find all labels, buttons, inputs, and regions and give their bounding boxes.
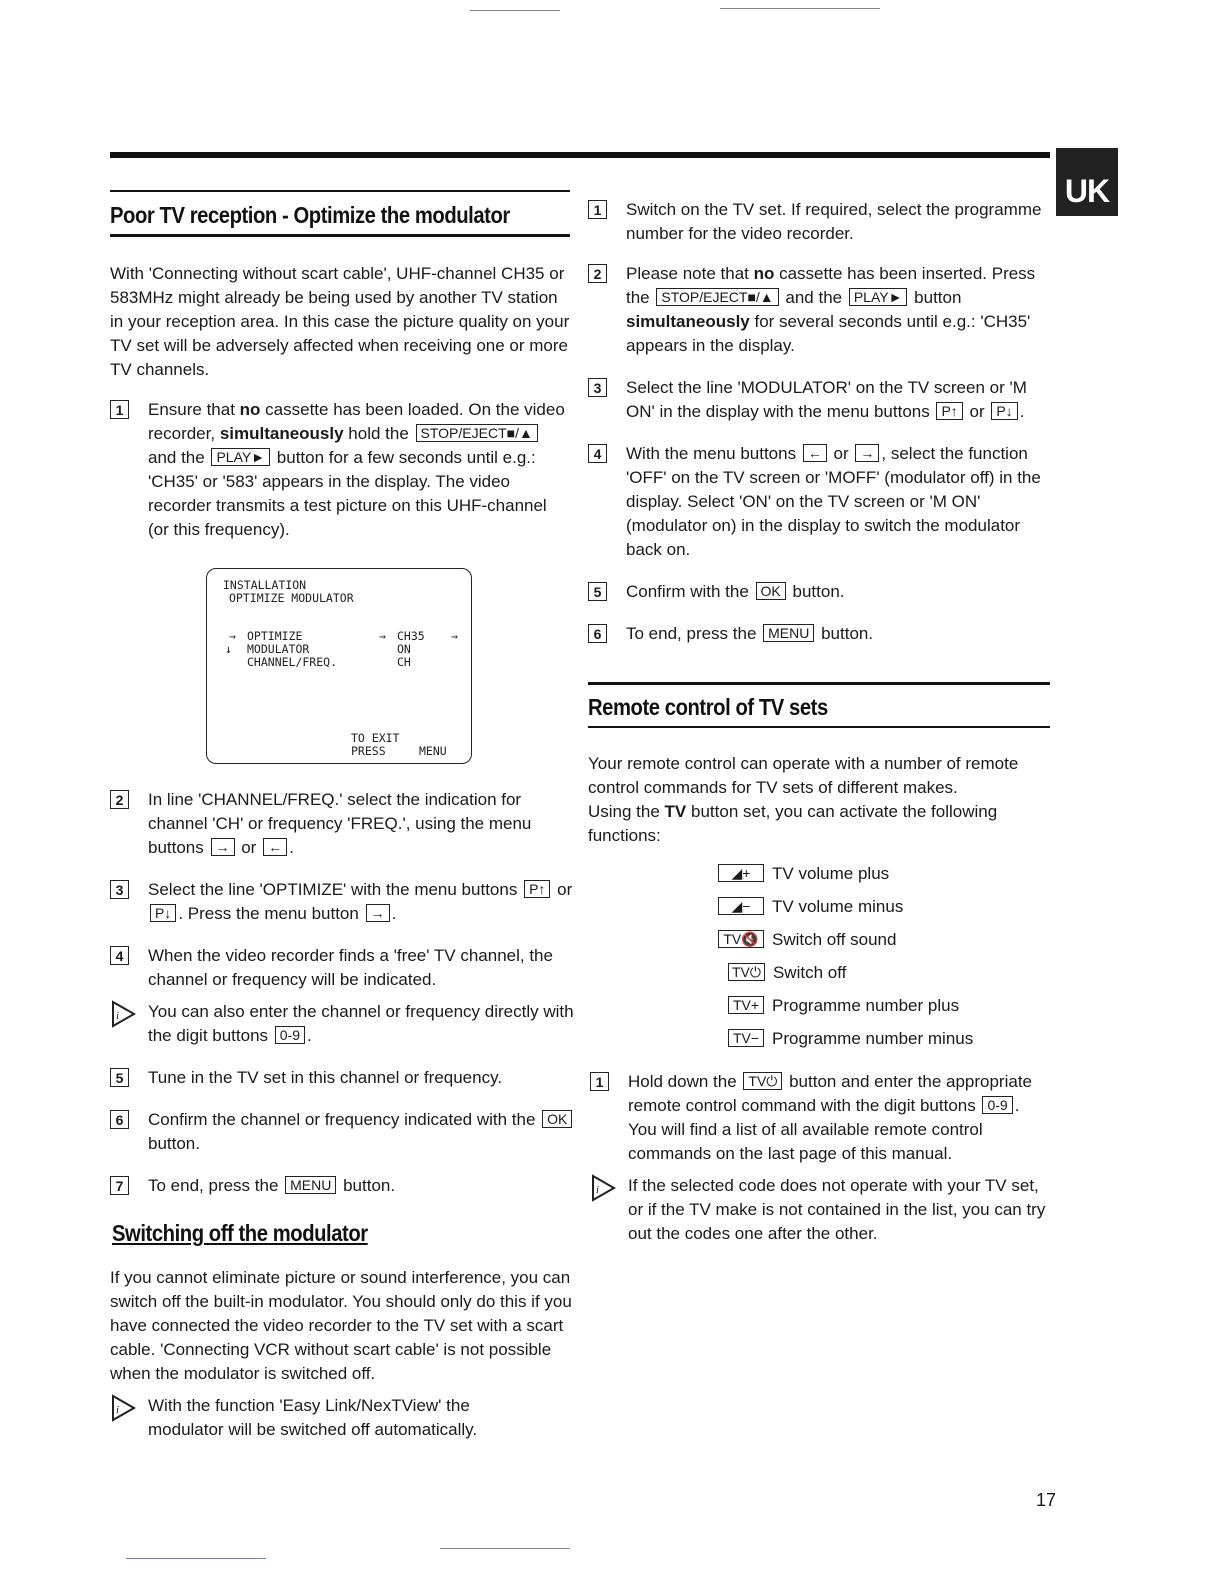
play-key: PLAY►	[849, 288, 908, 306]
function-row: TV🔇 Switch off sound	[718, 928, 896, 952]
left-step-4: 4 When the video recorder finds a 'free' TV channel, the channel or frequency will be indicated.	[110, 944, 576, 992]
title-rule-top	[110, 190, 570, 192]
step-number: 5	[110, 1068, 129, 1087]
arrow-down-icon: ↓	[225, 642, 232, 656]
stop-eject-key: STOP/EJECT■/▲	[656, 288, 778, 306]
scan-mark	[720, 8, 880, 9]
page-number: 17	[1036, 1490, 1057, 1510]
menu-left-key: ←	[803, 444, 827, 462]
switch-off-paragraph: If you cannot eliminate picture or sound interference, you can switch off the built-in modulator. You should only do this if you have connected the video recorder to the TV set with a scart cable. 'Connecting VCR without scart cable' is not possible when the modulator is switched off.	[110, 1268, 572, 1383]
step-number: 1	[588, 200, 607, 219]
p-up-key: P↑	[524, 880, 550, 898]
svg-text:i: i	[116, 1404, 120, 1416]
play-key: PLAY►	[211, 448, 270, 466]
left-step-7: 7 To end, press the MENU button.	[110, 1174, 576, 1198]
menu-right-key: →	[211, 838, 235, 856]
ok-key: OK	[542, 1110, 572, 1128]
tv-screen-menu: INSTALLATION OPTIMIZE MODULATOR → OPTIMIZE → CH35 → ↓ MODULATOR ON CHANNEL/FREQ. CH TO EXIT PRESS MENU	[206, 568, 472, 764]
step-number: 1	[110, 400, 129, 419]
step-number: 6	[588, 624, 607, 643]
tv-power-key: TV⏻	[728, 963, 765, 981]
menu-left-key: ←	[263, 838, 287, 856]
step-number: 6	[110, 1110, 129, 1129]
remote-intro: Your remote control can operate with a number of remote control commands for TV sets of different makes. Using the TV button set, you can activate the following functions:	[588, 754, 1019, 845]
stop-eject-key: STOP/EJECT■/▲	[416, 424, 538, 442]
right-step-1: 1 Switch on the TV set. If required, select the programme number for the video recorder.	[588, 198, 1044, 246]
function-row: TV⏻ Switch off	[728, 961, 846, 985]
scan-mark	[126, 1558, 266, 1559]
step-number: 5	[588, 582, 607, 601]
digit-keys: 0-9	[982, 1096, 1012, 1114]
step-number: 2	[588, 264, 607, 283]
scan-mark	[470, 10, 560, 11]
arrow-right-icon: →	[379, 629, 386, 643]
language-tab: UK	[1056, 148, 1118, 216]
menu-key: MENU	[763, 624, 814, 642]
left-tip-1: i You can also enter the channel or frequency directly with the digit buttons 0-9 .	[110, 1000, 576, 1048]
right-step-2: 2 Please note that no cassette has been inserted. Press the STOP/EJECT■/▲ and the PLAY► button simultaneously for several seconds until e.g.: 'CH35' appears in the display.	[588, 262, 1044, 358]
tv-power-key: TV⏻	[743, 1072, 782, 1090]
section-title-switch-off: Switching off the modulator	[112, 1220, 368, 1246]
intro-paragraph: With 'Connecting without scart cable', UHF-channel CH35 or 583MHz might already be being used by another TV station in your reception area. In this case the picture quality on your TV set will be adversely affected when receiving one or more TV channels.	[110, 264, 570, 379]
step-number: 7	[110, 1176, 129, 1195]
volume-minus-key: ◢−	[718, 897, 764, 915]
right-step-3: 3 Select the line 'MODULATOR' on the TV screen or 'M ON' in the display with the menu buttons P↑ or P↓ .	[588, 376, 1044, 424]
tip-icon	[110, 1000, 136, 1028]
menu-right-key: →	[366, 904, 390, 922]
left-step-6: 6 Confirm the channel or frequency indicated with the OK button.	[110, 1108, 576, 1156]
ok-key: OK	[756, 582, 786, 600]
step-number: 4	[110, 946, 129, 965]
right-step-7: 1 Hold down the TV⏻ button and enter the appropriate remote control command with the digit buttons 0-9 . You will find a list of all available remote control commands on the last page of this manual.	[590, 1070, 1040, 1166]
function-row: TV− Programme number minus	[728, 1027, 973, 1051]
arrow-right-icon: →	[229, 629, 236, 643]
step-number: 3	[588, 378, 607, 397]
function-row: TV+ Programme number plus	[728, 994, 959, 1018]
step-number: 3	[110, 880, 129, 899]
volume-plus-key: ◢+	[718, 864, 764, 882]
step-number: 2	[110, 790, 129, 809]
programme-minus-key: TV−	[728, 1029, 764, 1047]
svg-text:i: i	[116, 1010, 120, 1022]
right-tip-3: i If the selected code does not operate with your TV set, or if the TV make is not contained in the list, you can try out the codes one after the other.	[590, 1174, 1056, 1246]
right-step-6: 6 To end, press the MENU button.	[588, 622, 1044, 646]
p-up-key: P↑	[936, 402, 962, 420]
scan-mark	[440, 1548, 570, 1549]
title-rule-bottom	[110, 234, 570, 237]
function-row: ◢+ TV volume plus	[718, 862, 889, 886]
left-tip-2: i With the function 'Easy Link/NexTView' the modulator will be switched off automatically.	[110, 1394, 550, 1442]
tip-icon	[590, 1174, 616, 1202]
title-rule-top	[588, 682, 1050, 685]
left-step-5: 5 Tune in the TV set in this channel or frequency.	[110, 1066, 576, 1090]
right-step-4: 4 With the menu buttons ← or → , select the function 'OFF' on the TV screen or 'MOFF' (modulator off) in the display. Select 'ON' on the TV screen or 'M ON' (modulator on) in the display to switch the modulator back on.	[588, 442, 1044, 562]
section-title-optimize: Poor TV reception - Optimize the modulator	[110, 202, 510, 228]
left-step-3: 3 Select the line 'OPTIMIZE' with the menu buttons P↑ or P↓ . Press the menu button → .	[110, 878, 576, 926]
section-title-remote: Remote control of TV sets	[588, 694, 828, 720]
function-row: ◢− TV volume minus	[718, 895, 903, 919]
title-rule-bottom	[588, 726, 1050, 728]
digit-keys: 0-9	[275, 1026, 305, 1044]
left-step-1: 1 Ensure that no cassette has been loaded. On the video recorder, simultaneously hold the STOP/EJECT■/▲ and the PLAY► button for a few seconds until e.g.: 'CH35' or '583' appears in the display. The video recorder transmits a test picture on this UHF-channel (or this frequency).	[110, 398, 570, 542]
menu-key: MENU	[285, 1176, 336, 1194]
arrow-right-icon: →	[451, 629, 458, 643]
tip-icon	[110, 1394, 136, 1422]
step-number: 4	[588, 444, 607, 463]
programme-plus-key: TV+	[728, 996, 764, 1014]
right-step-5: 5 Confirm with the OK button.	[588, 580, 1044, 604]
menu-right-key: →	[855, 444, 879, 462]
p-down-key: P↓	[150, 904, 176, 922]
svg-text:i: i	[596, 1184, 600, 1196]
top-rule	[110, 152, 1050, 158]
p-down-key: P↓	[991, 402, 1017, 420]
mute-key: TV🔇	[718, 930, 764, 948]
left-step-2: 2 In line 'CHANNEL/FREQ.' select the indication for channel 'CH' or frequency 'FREQ.', using the menu buttons → or ← .	[110, 788, 576, 860]
step-number: 1	[590, 1072, 609, 1091]
